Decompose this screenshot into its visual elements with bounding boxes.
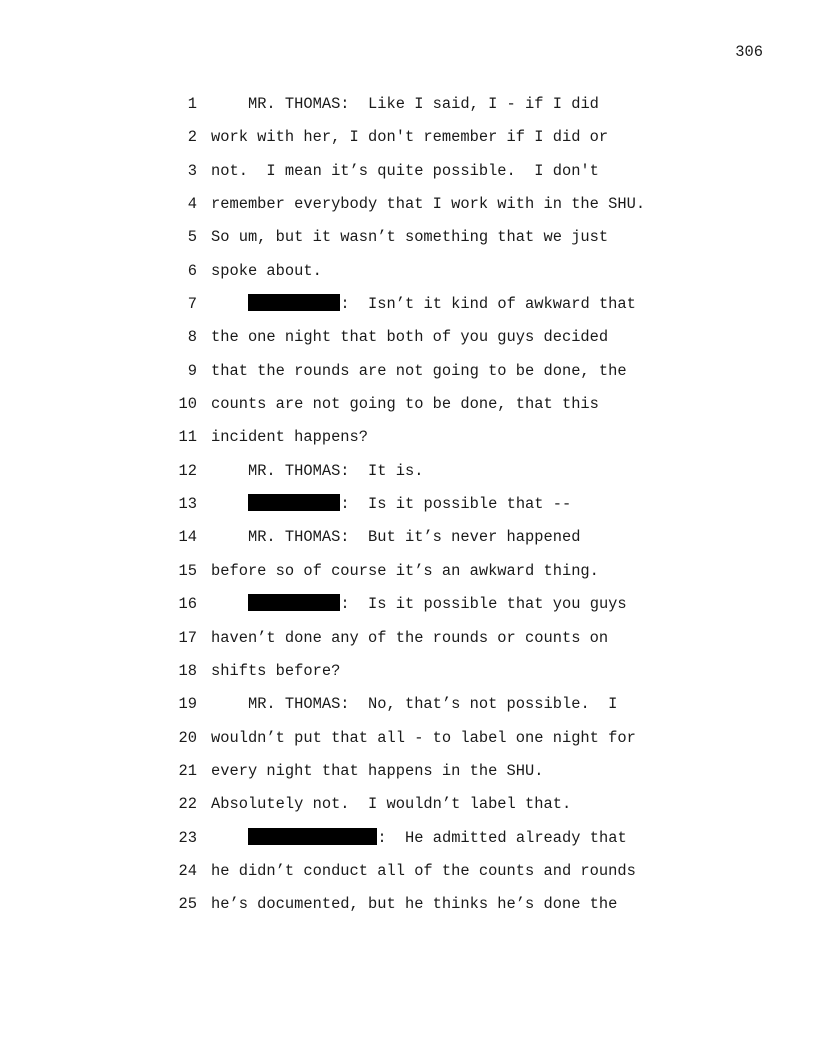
transcript-line (0, 625, 816, 658)
line-text (211, 391, 599, 417)
line-text (211, 758, 544, 784)
transcript-line (0, 524, 816, 557)
transcript-line (0, 158, 816, 191)
line-number: 8 (187, 328, 197, 347)
transcript-line (0, 191, 816, 224)
line-indent (211, 528, 248, 546)
line-content: not. I mean it’s quite possible. I don't (211, 161, 599, 180)
line-indent (211, 695, 248, 713)
line-text (211, 491, 571, 517)
line-text (211, 791, 571, 817)
line-number: 11 (178, 428, 197, 447)
line-text (211, 891, 617, 917)
line-text (211, 424, 368, 450)
line-content: MR. THOMAS: No, that’s not possible. I (247, 695, 618, 714)
line-number: 9 (187, 361, 197, 380)
line-content: every night that happens in the SHU. (211, 761, 544, 780)
line-content: MR. THOMAS: Like I said, I - if I did (247, 95, 599, 113)
transcript-line (0, 224, 816, 257)
line-content: he’s documented, but he thinks he’s done the (211, 895, 618, 914)
line-indent (211, 829, 248, 847)
line-number: 20 (178, 728, 197, 747)
line-number: 14 (178, 528, 197, 547)
line-number: 7 (187, 295, 197, 314)
line-text (211, 324, 608, 350)
line-content: : Is it possible that you guys (340, 595, 627, 614)
redaction-bar (248, 494, 340, 511)
line-content: before so of course it’s an awkward thing. (211, 561, 599, 580)
line-text (211, 358, 627, 384)
transcript-line (0, 658, 816, 691)
page-number: 306 (735, 43, 763, 61)
transcript-line (0, 291, 816, 324)
line-number: 12 (178, 461, 197, 480)
line-content: incident happens? (211, 428, 369, 447)
transcript-line (0, 791, 816, 824)
line-number: 2 (187, 128, 197, 147)
line-content: the one night that both of you guys decided (211, 328, 609, 347)
line-text (211, 591, 627, 617)
line-content: shifts before? (211, 661, 341, 680)
line-number: 24 (178, 861, 197, 880)
line-content: haven’t done any of the rounds or counts on (211, 628, 609, 647)
transcript-line (0, 758, 816, 791)
line-number: 25 (178, 895, 197, 914)
line-text (211, 658, 340, 684)
line-content: MR. THOMAS: But it’s never happened (247, 528, 581, 547)
transcript-line (0, 891, 816, 924)
transcript-line (0, 858, 816, 891)
line-indent (211, 495, 248, 513)
transcript-line (0, 258, 816, 291)
redaction-bar (248, 594, 340, 611)
line-content: spoke about. (211, 261, 322, 280)
line-number: 4 (187, 195, 197, 214)
line-number: 13 (178, 495, 197, 514)
line-indent (211, 295, 248, 313)
line-content: he didn’t conduct all of the counts and rounds (211, 861, 636, 880)
transcript-line (0, 691, 816, 724)
transcript-line (0, 725, 816, 758)
line-content: wouldn’t put that all - to label one night for (211, 728, 636, 747)
transcript-line (0, 91, 816, 124)
line-indent (211, 595, 248, 613)
transcript-line (0, 124, 816, 157)
line-number: 17 (178, 628, 197, 647)
line-text (211, 258, 322, 284)
line-text (211, 625, 608, 651)
transcript-line (0, 558, 816, 591)
line-content: So um, but it wasn’t something that we just (211, 228, 609, 247)
line-content: : Isn’t it kind of awkward that (340, 295, 636, 314)
transcript-line (0, 324, 816, 357)
line-number: 5 (187, 228, 197, 247)
line-number: 10 (178, 395, 197, 414)
transcript-line (0, 491, 816, 524)
line-content: Absolutely not. I wouldn’t label that. (211, 795, 572, 814)
transcript-line (0, 424, 816, 457)
line-number: 3 (187, 161, 197, 180)
line-number: 16 (178, 595, 197, 614)
line-text (211, 224, 608, 250)
line-number: 6 (187, 261, 197, 280)
line-text (211, 458, 423, 484)
transcript-line (0, 591, 816, 624)
line-text (211, 725, 636, 751)
line-number: 19 (178, 695, 197, 714)
line-text (211, 158, 599, 184)
transcript-body (0, 91, 816, 925)
line-content: : He admitted already that (377, 828, 627, 847)
line-number: 15 (178, 561, 197, 580)
line-text (211, 91, 599, 117)
line-text (211, 691, 617, 717)
line-number: 23 (178, 828, 197, 847)
line-text (211, 558, 599, 584)
transcript-line (0, 391, 816, 424)
line-text (211, 825, 627, 851)
transcript-line (0, 358, 816, 391)
line-content: remember everybody that I work with in the SHU. (211, 195, 646, 214)
line-content: counts are not going to be done, that this (211, 395, 599, 414)
line-number: 1 (187, 95, 197, 113)
line-content: that the rounds are not going to be done, the (211, 361, 627, 380)
transcript-line (0, 825, 816, 858)
line-indent (211, 462, 248, 480)
line-indent (211, 95, 248, 113)
line-number: 21 (178, 761, 197, 780)
redaction-bar (248, 828, 377, 845)
line-content: MR. THOMAS: It is. (247, 461, 424, 480)
transcript-line (0, 458, 816, 491)
line-content: work with her, I don't remember if I did or (211, 128, 609, 147)
line-text (211, 124, 608, 150)
line-number: 22 (178, 795, 197, 814)
line-text (211, 191, 645, 217)
line-text (211, 858, 636, 884)
redaction-bar (248, 294, 340, 311)
line-text (211, 291, 636, 317)
line-number: 18 (178, 661, 197, 680)
line-text (211, 524, 580, 550)
line-content: : Is it possible that -- (340, 495, 572, 514)
